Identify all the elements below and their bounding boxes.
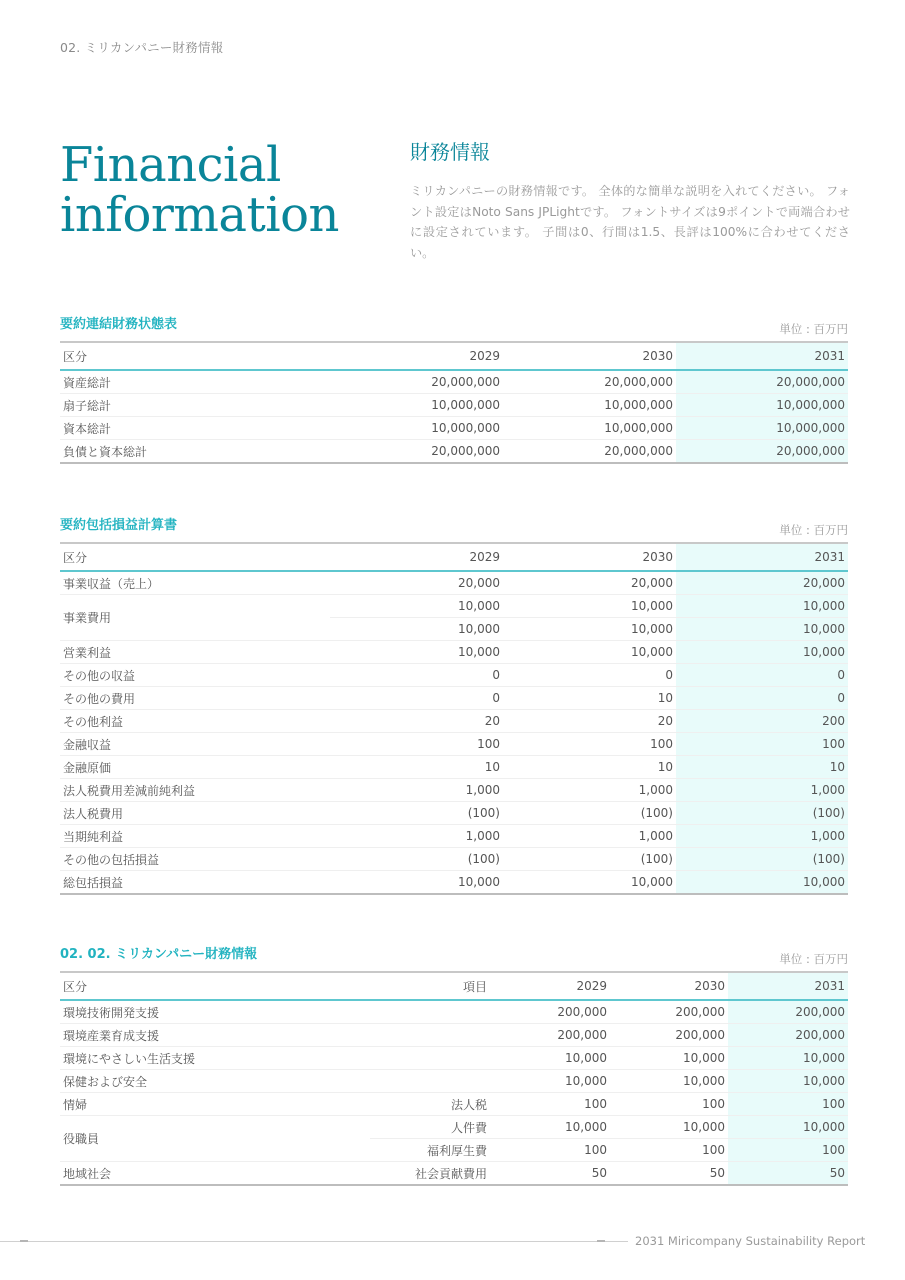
row-label: 資本総計	[60, 417, 330, 440]
row-label: 扇子総計	[60, 394, 330, 417]
row-label: 環境産業育成支援	[60, 1024, 370, 1047]
cell-value: (100)	[503, 802, 676, 825]
cell-value: (100)	[330, 848, 503, 871]
column-header: 2029	[490, 972, 610, 1000]
row-item	[370, 1047, 490, 1070]
page-title-line-2: information	[60, 187, 339, 243]
table-header-row	[60, 972, 848, 1000]
cell-value: 10	[503, 687, 676, 710]
row-label: 負債と資本総計	[60, 440, 330, 464]
cell-value: 20	[330, 710, 503, 733]
column-header: 区分	[60, 543, 330, 571]
cell-value: 0	[503, 664, 676, 687]
cell-value: 1,000	[676, 779, 848, 802]
cell-value: 10,000	[728, 1070, 848, 1093]
column-header: 2030	[503, 342, 676, 370]
footer-divider	[0, 1241, 628, 1242]
intro-body: ミリカンパニーの財務情報です。 全体的な簡単な説明を入れてください。 フォント設定はNoto Sans JPLightです。 フォントサイズは9ポイントで両端合わせに設定されています。 子間は0、行間は1.5、長評は100%に合わせてください。	[410, 184, 850, 260]
row-label: 法人税費用差減前純利益	[60, 779, 330, 802]
row-label: その他の費用	[60, 687, 330, 710]
cell-value: 10,000,000	[676, 417, 848, 440]
row-label: 環境にやさしい生活支援	[60, 1047, 370, 1070]
cell-value: 10,000	[503, 595, 676, 618]
footer-tick	[597, 1240, 605, 1242]
cell-value: 200,000	[728, 1024, 848, 1047]
table-header-row	[60, 342, 848, 370]
row-label: 事業費用	[60, 595, 330, 641]
balance-sheet-section	[60, 313, 848, 464]
intro-block	[410, 136, 850, 263]
cell-value: 20,000	[503, 571, 676, 595]
cell-value: 10,000	[676, 595, 848, 618]
cell-value: 10,000	[676, 618, 848, 641]
cell-value: 10,000	[330, 618, 503, 641]
breadcrumb: 02. ミリカンパニー財務情報	[60, 40, 224, 55]
table-row	[60, 370, 848, 394]
cell-value: 50	[490, 1162, 610, 1186]
cell-value: 20,000,000	[330, 370, 503, 394]
row-label: 保健および安全	[60, 1070, 370, 1093]
cell-value: 0	[330, 687, 503, 710]
table-row	[60, 848, 848, 871]
column-header: 2030	[610, 972, 728, 1000]
column-header-highlight: 2031	[676, 543, 848, 571]
row-label: 営業利益	[60, 641, 330, 664]
cell-value: 1,000	[676, 825, 848, 848]
cell-value: 1,000	[330, 779, 503, 802]
table-row	[60, 664, 848, 687]
row-label: 事業収益（売上）	[60, 571, 330, 595]
cell-value: 100	[676, 733, 848, 756]
cell-value: 10,000	[610, 1070, 728, 1093]
row-label: 地域社会	[60, 1162, 370, 1186]
row-item	[370, 1000, 490, 1024]
column-header: 2030	[503, 543, 676, 571]
row-label: 法人税費用	[60, 802, 330, 825]
cell-value: 10	[503, 756, 676, 779]
table-row	[60, 687, 848, 710]
cell-value: 20,000,000	[503, 370, 676, 394]
unit-label: 単位 : 百万円	[779, 523, 848, 537]
cell-value: (100)	[330, 802, 503, 825]
cell-value: 200,000	[490, 1024, 610, 1047]
table-row	[60, 394, 848, 417]
column-header: 項目	[370, 972, 490, 1000]
cell-value: 10,000,000	[503, 417, 676, 440]
cell-value: 20	[503, 710, 676, 733]
cell-value: 10,000	[610, 1116, 728, 1139]
cell-value: 10,000	[330, 871, 503, 895]
cell-value: 20,000,000	[676, 370, 848, 394]
cell-value: (100)	[676, 848, 848, 871]
row-item: 社会貢献費用	[370, 1162, 490, 1186]
cell-value: 100	[610, 1139, 728, 1162]
cell-value: 1,000	[503, 779, 676, 802]
table-row	[60, 1024, 848, 1047]
table-row	[60, 1000, 848, 1024]
cell-value: 200,000	[728, 1000, 848, 1024]
cell-value: 0	[330, 664, 503, 687]
intro-heading: 財務情報	[410, 140, 490, 164]
cell-value: 10,000	[503, 618, 676, 641]
cell-value: 10,000	[676, 871, 848, 895]
column-header: 2029	[330, 342, 503, 370]
cell-value: 100	[330, 733, 503, 756]
row-label: 資産総計	[60, 370, 330, 394]
cell-value: 10,000	[728, 1116, 848, 1139]
cell-value: 10,000	[330, 641, 503, 664]
cell-value: 100	[490, 1093, 610, 1116]
cell-value: 10,000	[503, 871, 676, 895]
sustainability-finance-section	[60, 943, 848, 1186]
table-row-total	[60, 440, 848, 464]
table-row	[60, 779, 848, 802]
column-header: 区分	[60, 342, 330, 370]
cell-value: 0	[676, 687, 848, 710]
cell-value: 20,000,000	[503, 440, 676, 464]
row-item: 法人税	[370, 1093, 490, 1116]
table-row	[60, 710, 848, 733]
row-label: 金融収益	[60, 733, 330, 756]
row-item	[370, 1024, 490, 1047]
row-label: 金融原価	[60, 756, 330, 779]
row-label: その他利益	[60, 710, 330, 733]
cell-value: 20,000	[330, 571, 503, 595]
row-label: その他の包括損益	[60, 848, 330, 871]
table-row	[60, 733, 848, 756]
row-label: 当期純利益	[60, 825, 330, 848]
row-item	[370, 1070, 490, 1093]
income-statement-table	[60, 542, 848, 895]
row-label: 総包括損益	[60, 871, 330, 895]
row-label: 情婦	[60, 1093, 370, 1116]
income-statement-section	[60, 514, 848, 895]
table-row	[60, 417, 848, 440]
section-title: 02. 02. ミリカンパニー財務情報	[60, 947, 258, 962]
table-row	[60, 802, 848, 825]
cell-value: 100	[610, 1093, 728, 1116]
table-header-row	[60, 543, 848, 571]
cell-value: 10,000	[610, 1047, 728, 1070]
balance-sheet-table	[60, 341, 848, 464]
cell-value: 10,000,000	[503, 394, 676, 417]
cell-value: 100	[728, 1139, 848, 1162]
cell-value: 10,000	[676, 641, 848, 664]
table-row	[60, 1070, 848, 1093]
cell-value: 200,000	[490, 1000, 610, 1024]
cell-value: 20,000,000	[330, 440, 503, 464]
row-label: 役職員	[60, 1116, 370, 1162]
sustainability-finance-table	[60, 971, 848, 1186]
table-row	[60, 1162, 848, 1186]
cell-value: 10,000	[728, 1047, 848, 1070]
cell-value: 10,000,000	[676, 394, 848, 417]
footer-tick	[20, 1240, 28, 1242]
row-item: 福利厚生費	[370, 1139, 490, 1162]
cell-value: 10,000	[490, 1116, 610, 1139]
row-label: その他の収益	[60, 664, 330, 687]
table-row	[60, 1116, 848, 1139]
cell-value: (100)	[676, 802, 848, 825]
unit-label: 単位 : 百万円	[779, 322, 848, 336]
cell-value: 10	[676, 756, 848, 779]
cell-value: 10,000	[330, 595, 503, 618]
cell-value: 100	[503, 733, 676, 756]
table-row-total	[60, 871, 848, 895]
table-row	[60, 1047, 848, 1070]
table-row	[60, 641, 848, 664]
column-header: 2029	[330, 543, 503, 571]
table-row	[60, 825, 848, 848]
cell-value: 20,000	[676, 571, 848, 595]
cell-value: 10,000	[490, 1047, 610, 1070]
cell-value: 1,000	[330, 825, 503, 848]
column-header-highlight: 2031	[728, 972, 848, 1000]
column-header-highlight: 2031	[676, 342, 848, 370]
cell-value: 100	[490, 1139, 610, 1162]
unit-label: 単位 : 百万円	[779, 952, 848, 966]
cell-value: 100	[728, 1093, 848, 1116]
cell-value: 200,000	[610, 1024, 728, 1047]
row-label: 環境技術開発支援	[60, 1000, 370, 1024]
page-title-line-1: Financial	[60, 137, 281, 193]
footer-report-title: 2031 Miricompany Sustainability Report	[635, 1234, 866, 1248]
cell-value: 10,000,000	[330, 417, 503, 440]
cell-value: 10,000	[490, 1070, 610, 1093]
cell-value: (100)	[503, 848, 676, 871]
section-title: 要約包括損益計算書	[60, 518, 178, 533]
cell-value: 10,000,000	[330, 394, 503, 417]
table-row	[60, 595, 848, 618]
cell-value: 10,000	[503, 641, 676, 664]
page-title	[60, 137, 339, 243]
cell-value: 10	[330, 756, 503, 779]
cell-value: 20,000,000	[676, 440, 848, 464]
cell-value: 200,000	[610, 1000, 728, 1024]
table-row	[60, 756, 848, 779]
cell-value: 50	[728, 1162, 848, 1186]
table-row	[60, 1093, 848, 1116]
table-row	[60, 571, 848, 595]
cell-value: 0	[676, 664, 848, 687]
cell-value: 200	[676, 710, 848, 733]
cell-value: 50	[610, 1162, 728, 1186]
column-header: 区分	[60, 972, 370, 1000]
row-item: 人件費	[370, 1116, 490, 1139]
section-title: 要約連結財務状態表	[60, 317, 178, 332]
cell-value: 1,000	[503, 825, 676, 848]
